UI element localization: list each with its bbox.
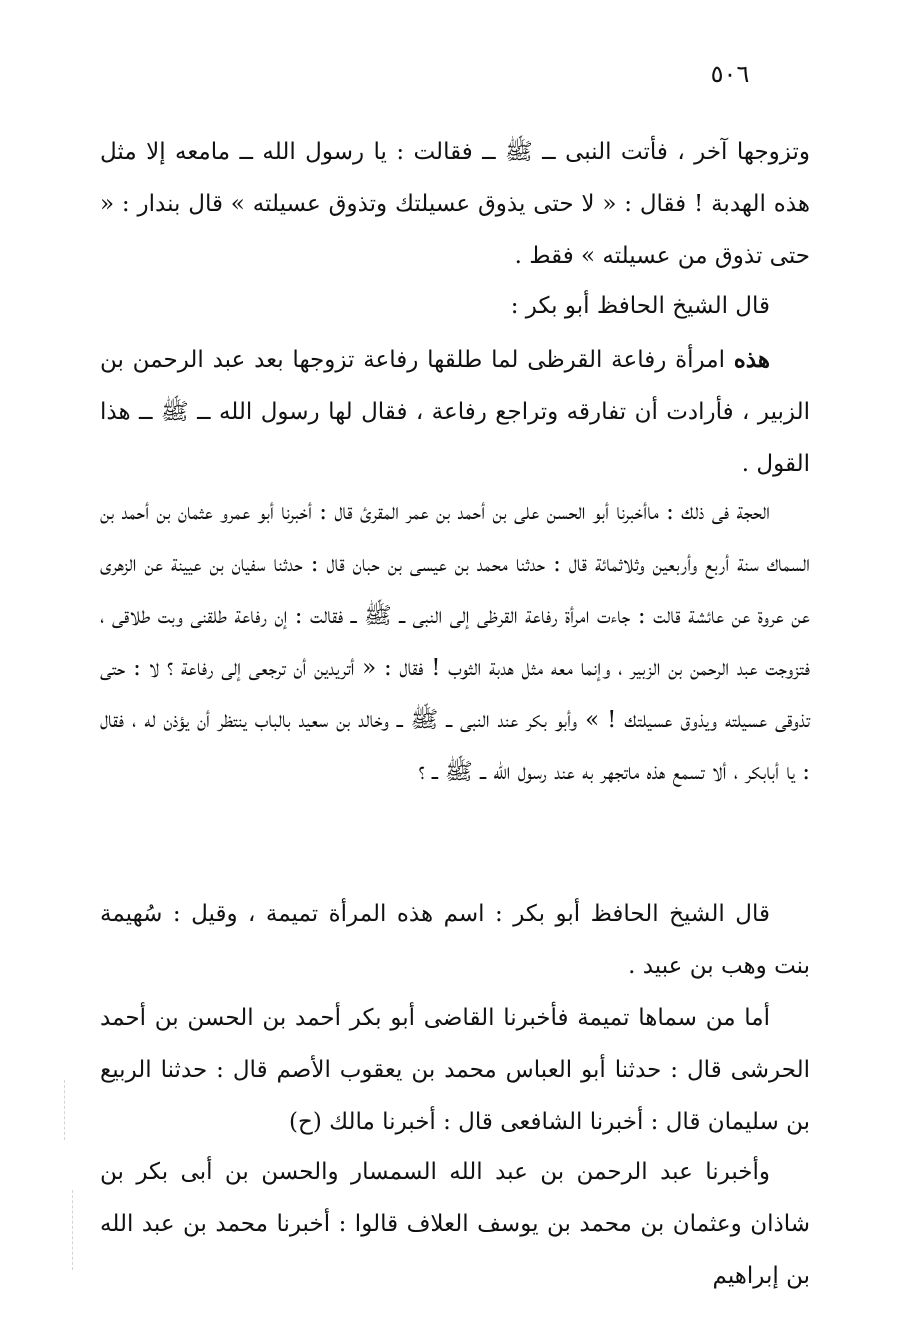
paragraph-2 (100, 280, 810, 332)
paragraph-3 (100, 334, 810, 490)
paragraph-text: الحجة فى ذلك : ماأخبرنا أبو الحسن على بن أحمد بن عمر المقرئ قال : أخبرنا أبو عمرو عثمان بن أحمد بن السماك سنة أربع وأربعين وثلاثمائة قال : حدثنا محمد بن عيسى بن حبان قال : حدثنا سفيان بن عيينة عن الزهرى عن عروة عن عائشة قالت : جاءت امرأة رفاعة القرظى إلى النبى ــ ﷺ ــ فقالت : إن رفاعة طلقنى وبت طلاقى ، فتزوجت عبد الرحمن بن الزبير ، وإنما معه مثل هدبة الثوب ! فقال : « أتريدين أن ترجعى إلى رفاعة ؟ لا : حتى تذوقى عسيلته ويذوق عسيلتك ! » وأبو بكر عند النبى ــ ﷺ ــ وخالد بن سعيد بالباب ينتظر أن يؤذن له ، فقال : يا أبابكر ، ألا تسمع هذه ماتجهر به عند رسول الله ــ ﷺ ــ ؟ (100, 499, 810, 785)
paragraph-text: امرأة رفاعة القرظى لما طلقها رفاعة تزوجها بعد عبد الرحمن بن الزبير ، فأرادت أن تفارقه وتراجع رفاعة ، فقال لها رسول الله ــ ﷺ ــ هذا القول . (100, 347, 810, 477)
paragraph-lead-word: هذه (733, 346, 770, 373)
paragraph-text: أما من سماها تميمة فأخبرنا القاضى أبو بكر أحمد بن الحسن بن أحمد الحرشى قال : حدثنا أبو العباس محمد بن يعقوب الأصم قال : حدثنا الربيع بن سليمان قال : أخبرنا الشافعى قال : أخبرنا مالك (ح) (100, 1005, 810, 1135)
paragraph-text: وتزوجها آخر ، فأتت النبى ــ ﷺ ــ فقالت : يا رسول الله ــ مامعه إلا مثل هذه الهدبة ! فقال : « لا حتى يذوق عسيلتك وتذوق عسيلته » قال بندار : « حتى تذوق من عسيلته » فقط . (100, 139, 810, 269)
page-number: ٥٠٦ (710, 60, 750, 88)
scan-artifact-line (72, 1190, 73, 1270)
paragraph-4 (100, 486, 810, 798)
paragraph-7 (100, 1146, 810, 1302)
paragraph-text: قال الشيخ الحافظ أبو بكر : (510, 293, 770, 319)
scan-artifact-line (64, 1080, 65, 1140)
paragraph-text: وأخبرنا عبد الرحمن بن عبد الله السمسار والحسن بن أبى بكر بن شاذان وعثمان بن محمد بن يوسف العلاف قالوا : أخبرنا محمد بن عبد الله بن إبراهيم (100, 1159, 810, 1289)
paragraph-6 (100, 992, 810, 1148)
paragraph-1 (100, 126, 810, 282)
paragraph-5 (100, 888, 810, 992)
paragraph-text-container (100, 334, 810, 490)
paragraph-text: قال الشيخ الحافظ أبو بكر : اسم هذه المرأة تميمة ، وقيل : سُهيمة بنت وهب بن عبيد . (100, 901, 810, 979)
